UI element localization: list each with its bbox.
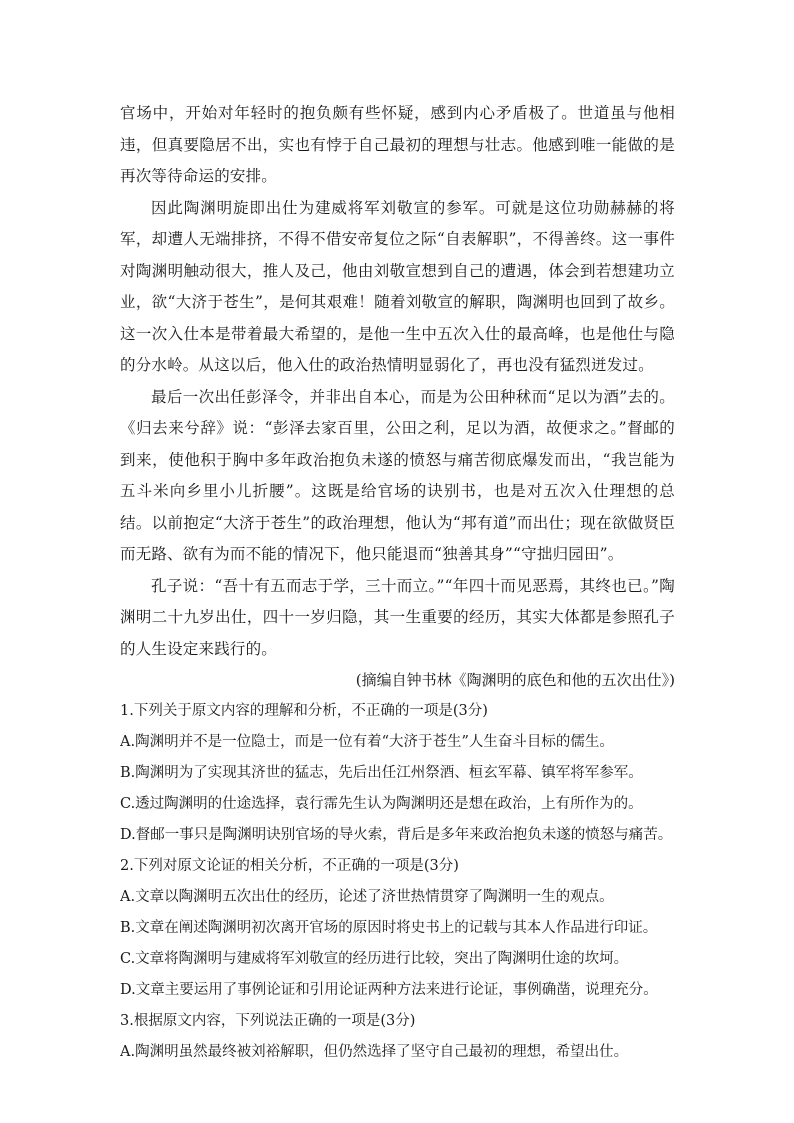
- question-option: A.文章以陶渊明五次出仕的经历，论述了济世热情贯穿了陶渊明一生的观点。: [120, 889, 614, 905]
- document-content: [120, 98, 675, 1068]
- question-option: C.透过陶渊明的仕途选择，袁行霈先生认为陶渊明还是想在政治，上有所作为的。: [120, 796, 643, 812]
- question-option: A.陶渊明虽然最终被刘裕解职，但仍然选择了坚守自己最初的理想，希望出仕。: [120, 1044, 629, 1060]
- question-stem: 3.根据原文内容，下列说法正确的一项是(3分): [120, 1013, 416, 1029]
- question-3: [120, 1006, 675, 1068]
- question-2: [120, 851, 675, 1006]
- article-paragraph-3: 最后一次出任彭泽令，并非出自本心，而是为公田种秫而“足以为酒”去的。《归去来兮辞》说：“彭泽去家百里，公田之利，足以为酒，故便求之。”督邮的到来，使他积于胸中多年政治抱负未遂的愤怒与痛苦彻底爆发而出，“我岂能为五斗米向乡里小儿折腰”。这既是给官场的诀别书，也是对五次入仕理想的总结。以前抱定“大济于苍生”的政治理想，他认为“邦有道”而出仕；现在欲做贤臣而无路、欲有为而不能的情况下，他只能退而“独善其身”“守拙归园田”。: [120, 387, 675, 563]
- question-option: D.督邮一事只是陶渊明诀别官场的导火索，背后是多年来政治抱负未遂的愤怒与痛苦。: [120, 827, 673, 843]
- article-body: [120, 98, 675, 696]
- question-option: A.陶渊明并不是一位隐士，而是一位有着“大济于苍生”人生奋斗目标的儒生。: [120, 734, 614, 750]
- question-option: D.文章主要运用了事例论证和引用论证两种方法来进行论证，事例确凿，说理充分。: [120, 982, 658, 998]
- question-option: B.文章在阐述陶渊明初次离开官场的原因时将史书上的记载与其本人作品进行印证。: [120, 920, 658, 936]
- article-paragraph-2: 因此陶渊明旋即出仕为建威将军刘敬宣的参军。可就是这位功勋赫赫的将军，却遭人无端排挤，不得不借安帝复位之际“自表解职”，不得善终。这一事件对陶渊明触动很大，推人及己，他由刘敬宣想到自己的遭遇，体会到若想建功立业，欲“大济于苍生”，是何其艰难！随着刘敬宣的解职，陶渊明也回到了故乡。这一次入仕本是带着最大希望的，是他一生中五次入仕的最高峰，也是他仕与隐的分水岭。从这以后，他入仕的政治热情明显弱化了，再也没有猛烈迸发过。: [120, 198, 675, 374]
- question-option: C.文章将陶渊明与建威将军刘敬宣的经历进行比较，突出了陶渊明仕途的坎坷。: [120, 951, 629, 967]
- question-1: [120, 696, 675, 851]
- article-paragraph-1: 官场中，开始对年轻时的抱负颇有些怀疑，感到内心矛盾极了。世道虽与他相违，但真要隐居不出，实也有悖于自己最初的理想与壮志。他感到唯一能做的是再次等待命运的安排。: [120, 104, 675, 185]
- question-stem: 1.下列关于原文内容的理解和分析，不正确的一项是(3分): [120, 703, 488, 719]
- article-paragraph-4: 孔子说：“吾十有五而志于学，三十而立。”“年四十而见恶焉，其终也已。”陶渊明二十九岁出仕，四十一岁归隐，其一生重要的经历，其实大体都是参照孔子的人生设定来践行的。: [120, 576, 675, 658]
- question-stem: 2.下列对原文论证的相关分析，不正确的一项是(3分): [120, 858, 459, 874]
- question-option: B.陶渊明为了实现其济世的猛志，先后出任江州祭酒、桓玄军幕、镇军将军参军。: [120, 765, 643, 781]
- article-source-citation: (摘编自钟书林《陶渊明的底色和他的五次出仕》): [355, 671, 675, 689]
